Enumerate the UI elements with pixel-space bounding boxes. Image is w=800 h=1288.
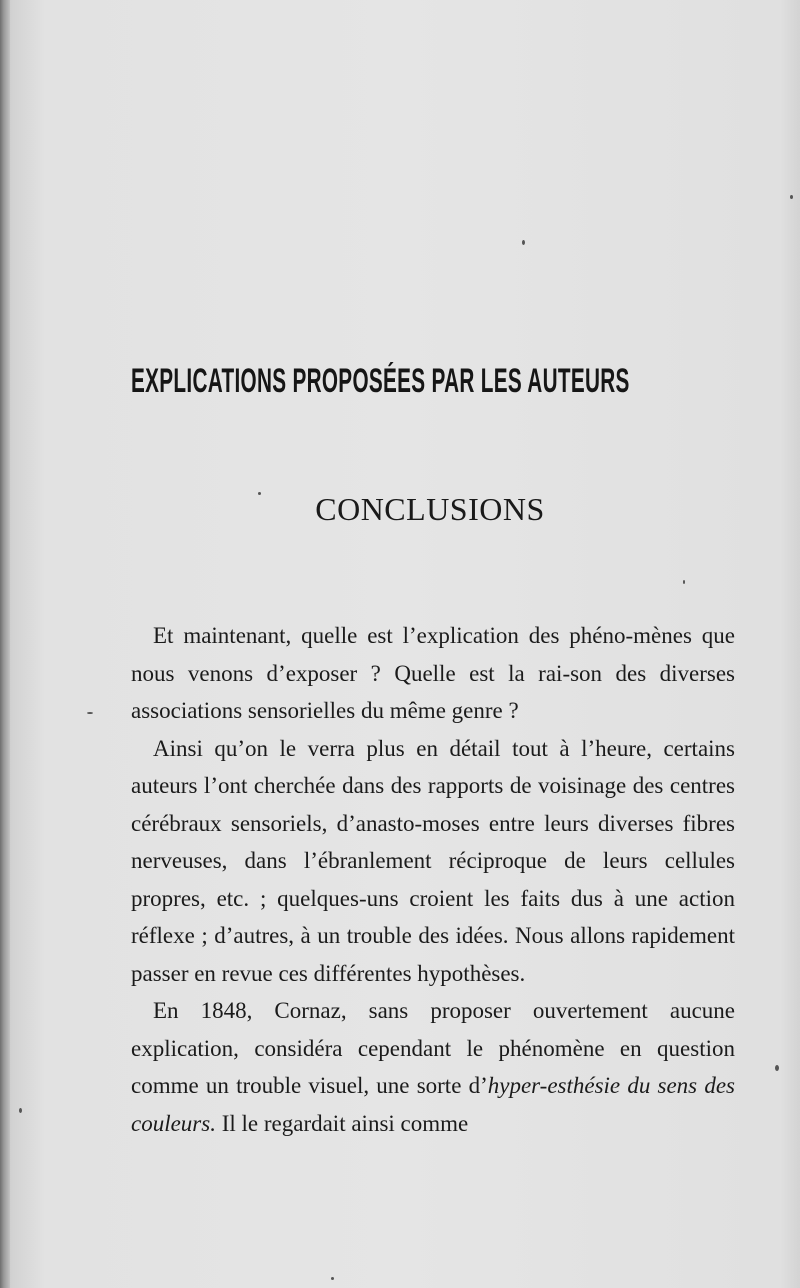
page-gutter-shadow bbox=[0, 0, 10, 1288]
ink-speck bbox=[790, 195, 793, 199]
ink-speck bbox=[331, 1277, 334, 1280]
chapter-heading: EXPLICATIONS PROPOSÉES PAR LES AUTEURS bbox=[131, 362, 630, 400]
paragraph bbox=[131, 992, 735, 1142]
ink-speck bbox=[19, 1108, 22, 1113]
ink-speck bbox=[775, 1065, 779, 1071]
section-heading: CONCLUSIONS bbox=[315, 491, 545, 527]
ink-speck bbox=[522, 240, 525, 245]
paragraph: Et maintenant, quelle est l’explication des phéno-mènes que nous venons d’exposer ? Quelle est la rai-son des diverses associations sensorielles du même genre ? bbox=[131, 623, 735, 723]
paragraph-text: Il le regardait ainsi comme bbox=[215, 1110, 469, 1136]
paragraph-text: En 1848, Cornaz, sans proposer ouvertement aucune explication, considéra cependant le phénomène en question comme un trouble visuel, une sorte d’ bbox=[131, 998, 735, 1098]
ink-speck bbox=[683, 580, 685, 584]
ink-speck bbox=[258, 492, 261, 495]
paragraph: Ainsi qu’on le verra plus en détail tout à l’heure, certains auteurs l’ont cherchée dans des rapports de voisinage des centres cérébraux sensoriels, d’anasto-moses entre leurs diverses fibres nerveuses, dans l’ébranlement réciproque de leurs cellules propres, etc. ; quelques-uns croient les faits dus à une action réflexe ; d’autres, à un trouble des idées. Nous allons rapidement passer en revue ces différentes hypothèses. bbox=[131, 735, 735, 986]
ink-speck bbox=[87, 712, 93, 714]
italic-term: hyper-esthésie du sens des couleurs. bbox=[131, 1073, 735, 1136]
body-text bbox=[131, 617, 735, 1142]
